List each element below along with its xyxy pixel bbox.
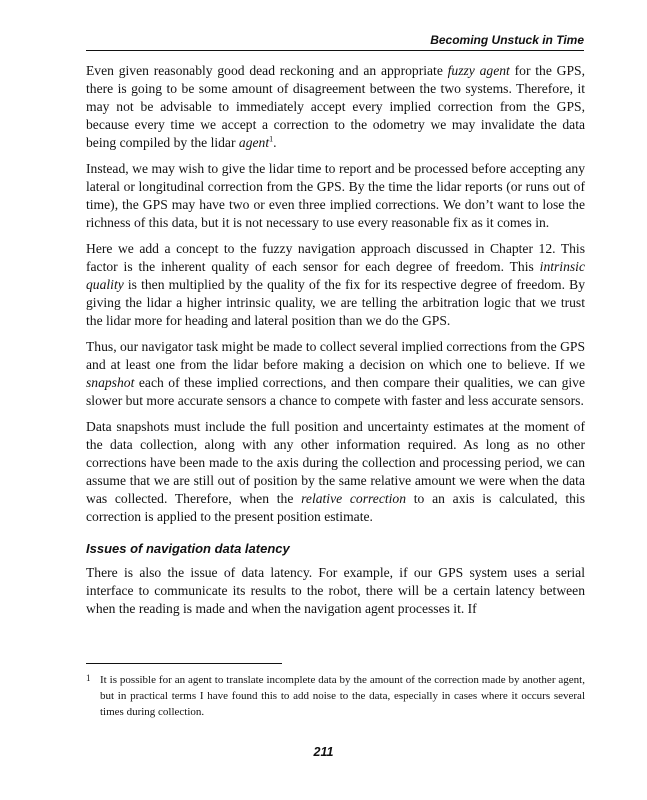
paragraph-6: There is also the issue of data latency. For example, if our GPS system uses a serial interface to communicate its results to the robot, there will be a certain latency between when the reading is made and when the navigation agent processes it. If	[86, 565, 585, 616]
paragraph-3: Here we add a concept to the fuzzy navigation approach discussed in Chapter 12. This factor is the inherent quality of each sensor for each degree of freedom. This intrinsic quality is then multiplied by the quality of the fix for its respective degree of freedom. By giving the lidar a higher intrinsic quality, we are telling the arbitration logic that we trust the lidar more for heading and lateral position than we do the GPS.	[86, 241, 585, 328]
footnote-reference: 1	[269, 134, 274, 144]
running-header: Becoming Unstuck in Time	[430, 33, 584, 47]
section-heading: Issues of navigation data latency	[86, 541, 290, 556]
paragraph-2: Instead, we may wish to give the lidar time to report and be processed before accepting any lateral or longitudinal correction from the GPS. By the time the lidar reports (or runs out of time), the GPS may have two or even three implied corrections. We don’t want to lose the richness of this data, but it is not necessary to use every reasonable fix as it comes in.	[86, 161, 585, 230]
footnote-text: It is possible for an agent to translate incomplete data by the amount of the correction made by another agent, but in practical terms I have found this to add noise to the data, especially in cases where it occurs several times during collection.	[100, 674, 585, 718]
footnote-rule	[86, 663, 282, 664]
body-text	[86, 62, 585, 626]
page-number: 211	[313, 745, 334, 759]
footnote-mark: 1	[86, 673, 91, 683]
paragraph-4: Thus, our navigator task might be made to collect several implied corrections from the GPS and at least one from the lidar before making a decision on which one to believe. If we snapshot each of these implied corrections, and then compare their qualities, we can give slower but more accurate sensors a chance to compete with faster and less accurate sensors.	[86, 339, 585, 408]
footnote	[86, 672, 585, 720]
header-rule	[86, 50, 584, 51]
paragraph-5: Data snapshots must include the full position and uncertainty estimates at the moment of the data collection, along with any other information required. As long as no other corrections have been made to the axis during the collection and processing period, we can assume that we are still out of position by the same relative amount we were when the data was collected. Therefore, when the relative correction to an axis is calculated, this correction is applied to the present position estimate.	[86, 419, 585, 524]
paragraph-1: Even given reasonably good dead reckoning and an appropriate fuzzy agent for the GPS, there is going to be some amount of disagreement between the two systems. Therefore, it may not be advisable to immediately accept every implied correction from the GPS, because every time we accept a correction to the odometry we may invalidate the data being compiled by the lidar agent$^1$.	[86, 63, 585, 150]
